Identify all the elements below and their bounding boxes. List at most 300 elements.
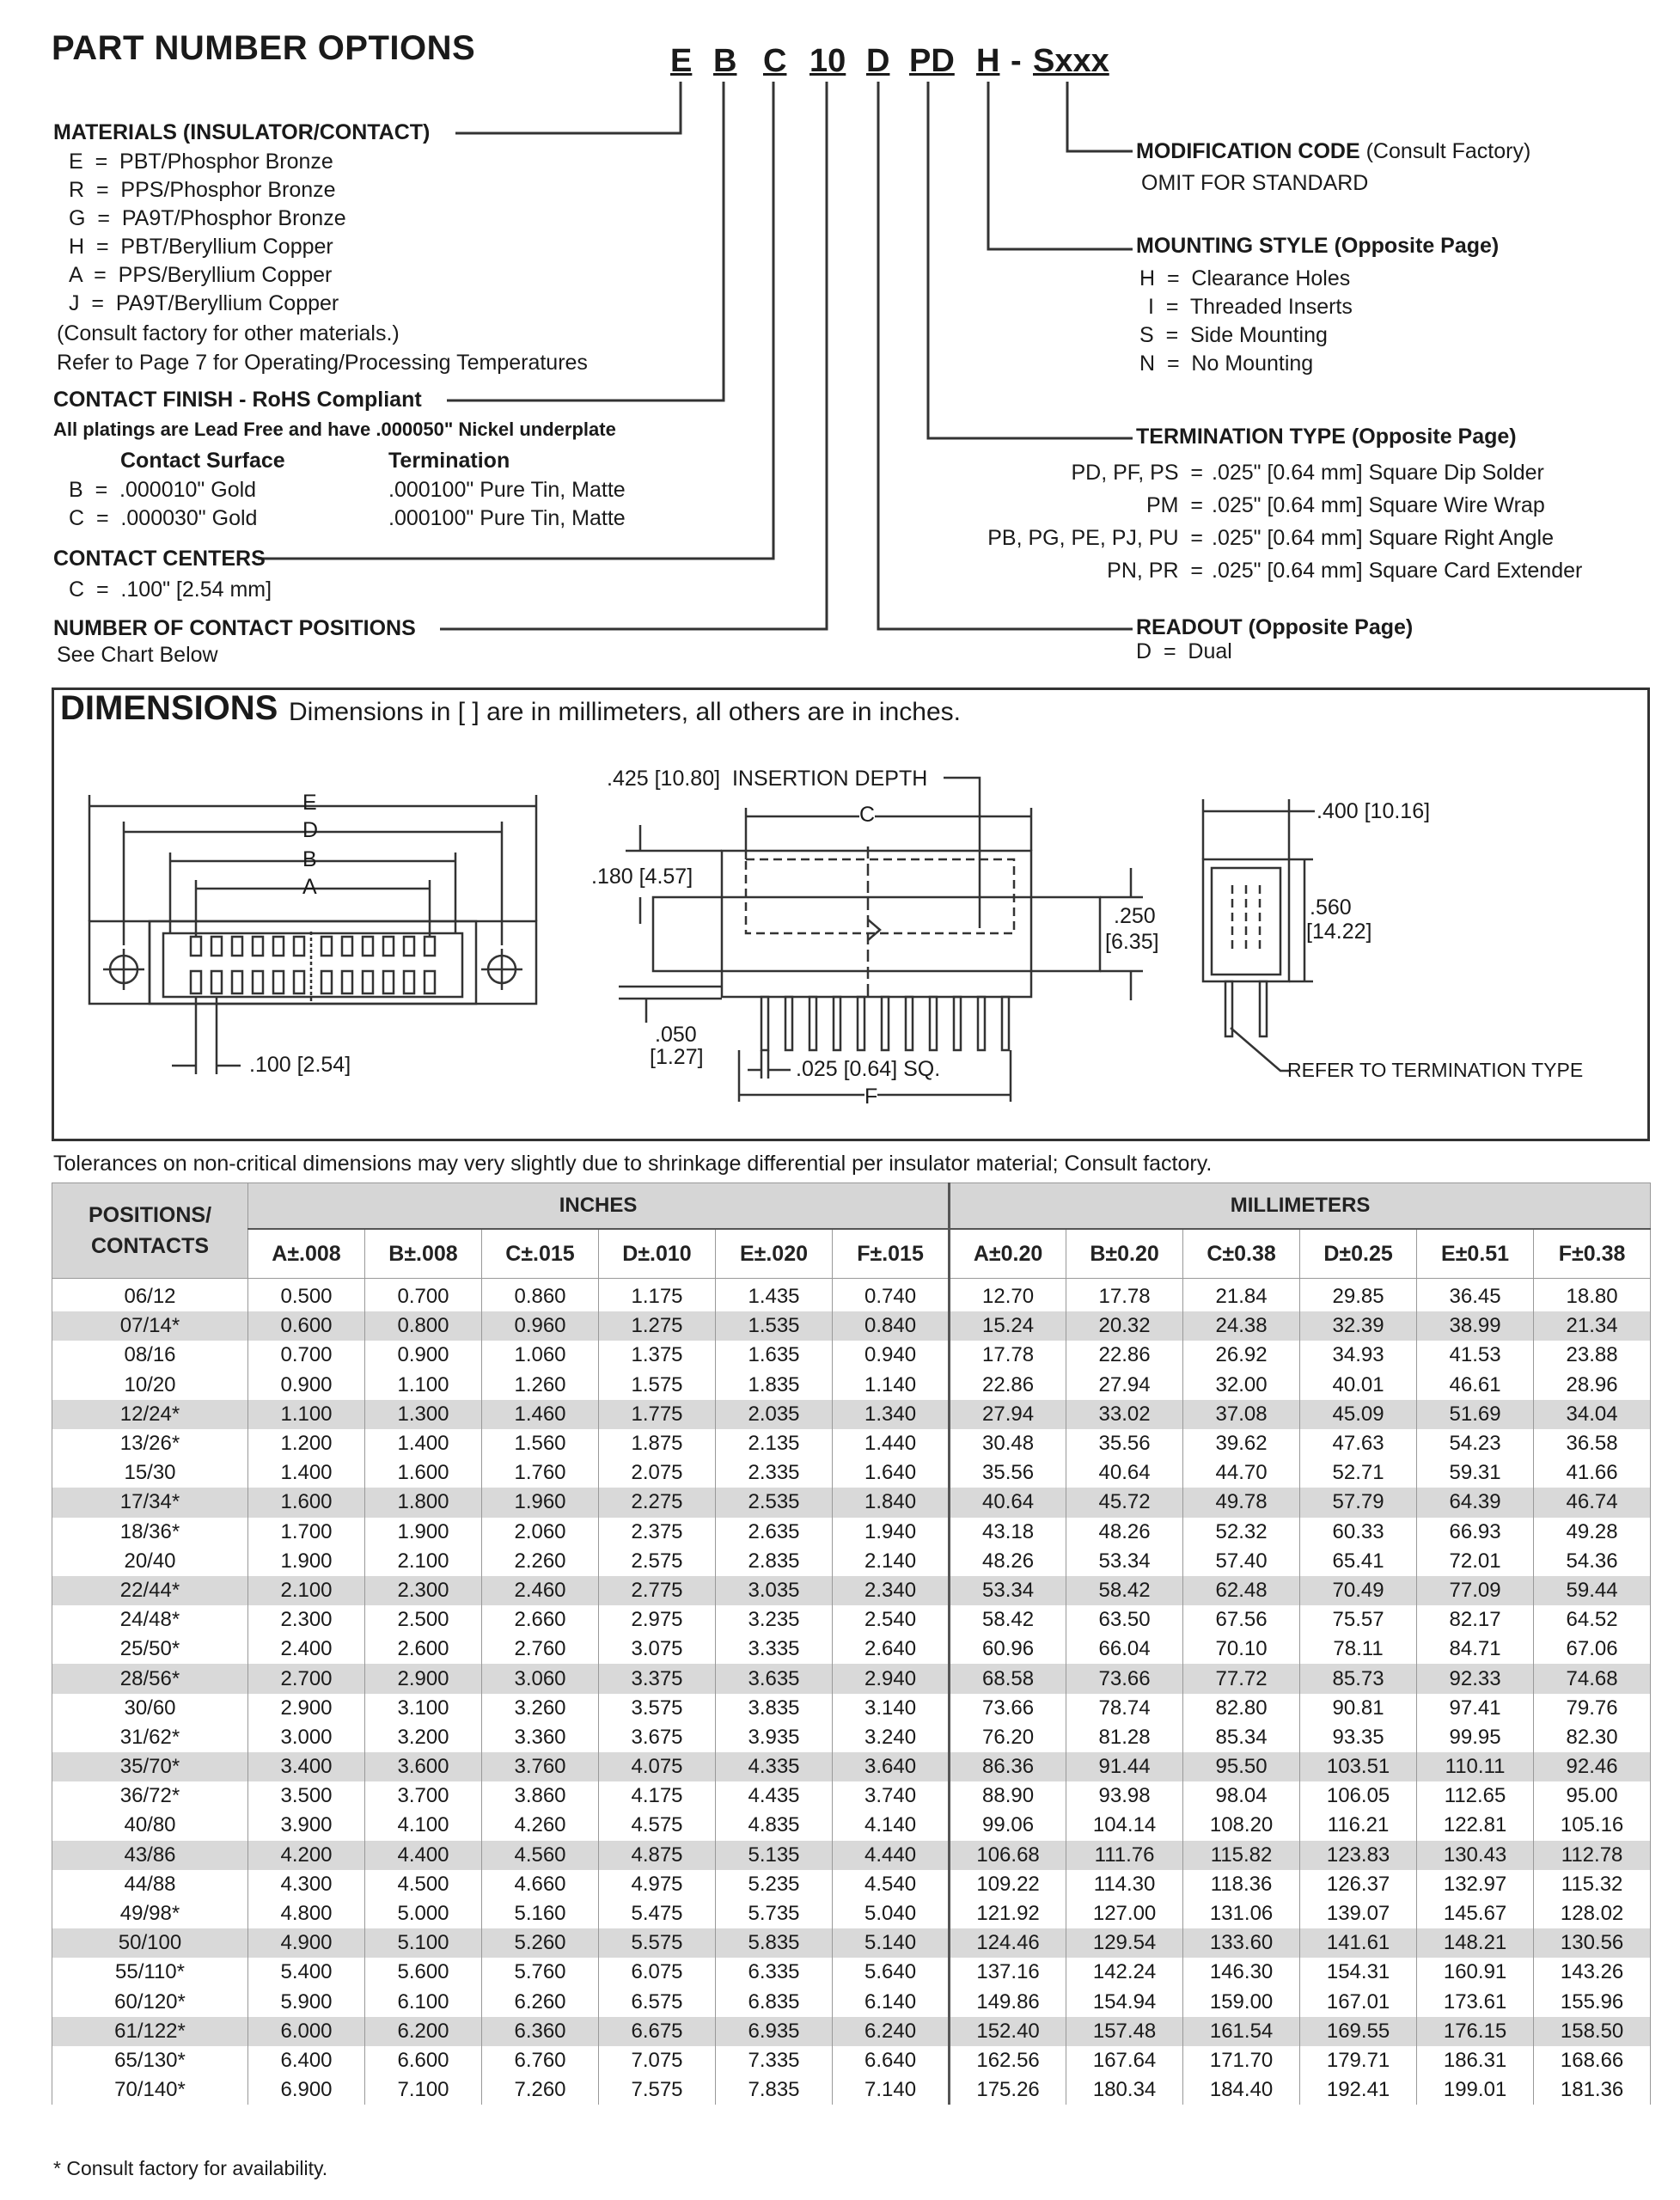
- inch-cell: 6.075: [599, 1958, 716, 1987]
- mm-cell: 158.50: [1534, 2017, 1651, 2046]
- pn-readout: D: [866, 43, 890, 79]
- mm-cell: 41.53: [1417, 1341, 1534, 1370]
- dim-label-refer: REFER TO TERMINATION TYPE: [1287, 1059, 1584, 1081]
- positions-cell: 25/50*: [52, 1635, 248, 1664]
- mm-cell: 157.48: [1066, 2017, 1183, 2046]
- inch-cell: 2.775: [599, 1576, 716, 1605]
- termination-note: (Opposite Page): [1351, 425, 1517, 449]
- termination-desc: .025" [0.64 mm] Square Wire Wrap: [1212, 493, 1545, 517]
- mm-cell: 104.14: [1066, 1811, 1183, 1840]
- mm-cell: 118.36: [1183, 1870, 1300, 1899]
- col-header-inch: C±.015: [482, 1229, 599, 1279]
- mounting-note: (Opposite Page): [1334, 234, 1500, 258]
- dim-label-560: .560: [1310, 895, 1352, 920]
- mm-cell: 37.08: [1183, 1400, 1300, 1429]
- inch-cell: 2.660: [482, 1605, 599, 1635]
- inch-cell: 5.235: [716, 1870, 833, 1899]
- inch-cell: 1.060: [482, 1341, 599, 1370]
- inch-cell: 1.840: [833, 1488, 950, 1517]
- materials-item: A = PPS/Beryllium Copper: [69, 263, 333, 287]
- positions-cell: 08/16: [52, 1341, 248, 1370]
- positions-header-line1: POSITIONS/: [88, 1203, 212, 1227]
- finish-term-c: .000100" Pure Tin, Matte: [388, 506, 626, 530]
- termination-desc: .025" [0.64 mm] Square Dip Solder: [1212, 461, 1544, 485]
- inch-cell: 2.460: [482, 1576, 599, 1605]
- table-row: [52, 1958, 1651, 1987]
- readout-value: D = Dual: [1136, 639, 1232, 663]
- positions-cell: 35/70*: [52, 1752, 248, 1781]
- dim-label-insertion: .425 [10.80] INSERTION DEPTH: [607, 767, 928, 791]
- mm-cell: 175.26: [950, 2075, 1066, 2105]
- table-row: [52, 1664, 1651, 1693]
- mm-cell: 27.94: [1066, 1371, 1183, 1400]
- mm-cell: 23.88: [1534, 1341, 1651, 1370]
- inch-cell: 0.740: [833, 1279, 950, 1312]
- inch-cell: 4.075: [599, 1752, 716, 1781]
- mm-cell: 43.18: [950, 1518, 1066, 1547]
- inch-cell: 2.340: [833, 1576, 950, 1605]
- mm-cell: 60.33: [1300, 1518, 1417, 1547]
- table-row: [52, 1547, 1651, 1576]
- mm-cell: 32.39: [1300, 1311, 1417, 1341]
- dimensions-subtitle: Dimensions in [ ] are in millimeters, all others are in inches.: [289, 698, 961, 726]
- positions-cell: 65/130*: [52, 2046, 248, 2075]
- table-row: [52, 1371, 1651, 1400]
- mm-cell: 60.96: [950, 1635, 1066, 1664]
- termination-desc: .025" [0.64 mm] Square Right Angle: [1212, 526, 1554, 550]
- inch-cell: 4.440: [833, 1841, 950, 1870]
- inch-cell: 5.040: [833, 1899, 950, 1928]
- mm-cell: 81.28: [1066, 1723, 1183, 1752]
- inch-cell: 1.400: [248, 1458, 365, 1488]
- mm-cell: 41.66: [1534, 1458, 1651, 1488]
- pn-positions: 10: [809, 43, 846, 79]
- mm-cell: 171.70: [1183, 2046, 1300, 2075]
- mm-cell: 93.98: [1066, 1781, 1183, 1811]
- mm-cell: 84.71: [1417, 1635, 1534, 1664]
- mm-cell: 74.68: [1534, 1664, 1651, 1693]
- mm-cell: 58.42: [1066, 1576, 1183, 1605]
- table-row: [52, 2017, 1651, 2046]
- mm-cell: 167.64: [1066, 2046, 1183, 2075]
- mm-cell: 162.56: [950, 2046, 1066, 2075]
- materials-heading: MATERIALS (INSULATOR/CONTACT): [53, 120, 431, 144]
- positions-cell: 40/80: [52, 1811, 248, 1840]
- inch-cell: 6.400: [248, 2046, 365, 2075]
- inch-cell: 1.100: [248, 1400, 365, 1429]
- table-row: [52, 1429, 1651, 1458]
- mm-cell: 141.61: [1300, 1928, 1417, 1958]
- inch-cell: 7.835: [716, 2075, 833, 2105]
- col-header-mm: F±0.38: [1534, 1229, 1651, 1279]
- inch-cell: 3.000: [248, 1723, 365, 1752]
- positions-cell: 43/86: [52, 1841, 248, 1870]
- inch-cell: 4.975: [599, 1870, 716, 1899]
- inch-cell: 1.175: [599, 1279, 716, 1312]
- table-row: [52, 1458, 1651, 1488]
- mm-cell: 32.00: [1183, 1371, 1300, 1400]
- inch-cell: 5.160: [482, 1899, 599, 1928]
- mm-cell: 86.36: [950, 1752, 1066, 1781]
- positions-cell: 18/36*: [52, 1518, 248, 1547]
- mm-cell: 179.71: [1300, 2046, 1417, 2075]
- inch-cell: 2.100: [365, 1547, 482, 1576]
- inch-cell: 4.400: [365, 1841, 482, 1870]
- mm-cell: 15.24: [950, 1311, 1066, 1341]
- col-header-mm: D±0.25: [1300, 1229, 1417, 1279]
- inch-cell: 1.635: [716, 1341, 833, 1370]
- inch-cell: 4.660: [482, 1870, 599, 1899]
- inches-group-header: INCHES: [248, 1183, 950, 1230]
- inch-cell: 1.560: [482, 1429, 599, 1458]
- materials-item: R = PPS/Phosphor Bronze: [69, 178, 336, 202]
- positions-cell: 61/122*: [52, 2017, 248, 2046]
- inch-cell: 0.700: [248, 1341, 365, 1370]
- inch-cell: 3.640: [833, 1752, 950, 1781]
- inch-cell: 1.400: [365, 1429, 482, 1458]
- inch-cell: 4.835: [716, 1811, 833, 1840]
- inch-cell: 6.900: [248, 2075, 365, 2105]
- mm-cell: 52.71: [1300, 1458, 1417, 1488]
- mm-cell: 21.84: [1183, 1279, 1300, 1312]
- mm-cell: 112.78: [1534, 1841, 1651, 1870]
- inch-cell: 5.900: [248, 1988, 365, 2017]
- positions-cell: 31/62*: [52, 1723, 248, 1752]
- inch-cell: 2.640: [833, 1635, 950, 1664]
- mm-cell: 132.97: [1417, 1870, 1534, 1899]
- materials-temp-note: Refer to Page 7 for Operating/Processing Temperatures: [57, 351, 588, 375]
- inch-cell: 0.500: [248, 1279, 365, 1312]
- inch-cell: 0.940: [833, 1341, 950, 1370]
- mm-cell: 192.41: [1300, 2075, 1417, 2105]
- end-view-drawing: [1203, 799, 1315, 1071]
- mm-cell: 49.78: [1183, 1488, 1300, 1517]
- mm-cell: 79.76: [1534, 1694, 1651, 1723]
- inch-cell: 1.800: [365, 1488, 482, 1517]
- positions-header: [52, 1183, 248, 1279]
- table-row: [52, 1723, 1651, 1752]
- positions-cell: 20/40: [52, 1547, 248, 1576]
- inch-cell: 2.600: [365, 1635, 482, 1664]
- mm-cell: 110.11: [1417, 1752, 1534, 1781]
- mm-cell: 70.49: [1300, 1576, 1417, 1605]
- pn-dash: -: [1011, 43, 1022, 79]
- inch-cell: 1.100: [365, 1371, 482, 1400]
- mm-cell: 35.56: [1066, 1429, 1183, 1458]
- footnote: * Consult factory for availability.: [53, 2157, 328, 2179]
- inch-cell: 1.260: [482, 1371, 599, 1400]
- inch-cell: 6.100: [365, 1988, 482, 2017]
- inch-cell: 3.260: [482, 1694, 599, 1723]
- mm-cell: 155.96: [1534, 1988, 1651, 2017]
- mm-cell: 112.65: [1417, 1781, 1534, 1811]
- pn-centers: C: [763, 43, 787, 79]
- inch-cell: 4.875: [599, 1841, 716, 1870]
- inch-cell: 5.760: [482, 1958, 599, 1987]
- inch-cell: 2.700: [248, 1664, 365, 1693]
- inch-cell: 2.760: [482, 1635, 599, 1664]
- dim-label-e: E: [302, 791, 317, 815]
- inch-cell: 1.575: [599, 1371, 716, 1400]
- mm-cell: 106.05: [1300, 1781, 1417, 1811]
- mm-cell: 180.34: [1066, 2075, 1183, 2105]
- mm-cell: 108.20: [1183, 1811, 1300, 1840]
- dim-label-a: A: [302, 875, 317, 899]
- mm-cell: 121.92: [950, 1899, 1066, 1928]
- mm-cell: 64.52: [1534, 1605, 1651, 1635]
- mm-cell: 59.44: [1534, 1576, 1651, 1605]
- mm-cell: 184.40: [1183, 2075, 1300, 2105]
- mm-cell: 54.23: [1417, 1429, 1534, 1458]
- inch-cell: 2.060: [482, 1518, 599, 1547]
- inch-cell: 3.075: [599, 1635, 716, 1664]
- mm-cell: 103.51: [1300, 1752, 1417, 1781]
- inch-cell: 3.740: [833, 1781, 950, 1811]
- mm-cell: 45.09: [1300, 1400, 1417, 1429]
- mm-cell: 95.00: [1534, 1781, 1651, 1811]
- mm-cell: 168.66: [1534, 2046, 1651, 2075]
- inch-cell: 1.440: [833, 1429, 950, 1458]
- inch-cell: 6.335: [716, 1958, 833, 1987]
- inch-cell: 2.335: [716, 1458, 833, 1488]
- table-row: [52, 2046, 1651, 2075]
- inch-cell: 3.675: [599, 1723, 716, 1752]
- finish-code-c: C = .000030" Gold: [69, 506, 258, 530]
- mm-cell: 115.82: [1183, 1841, 1300, 1870]
- mm-cell: 34.93: [1300, 1341, 1417, 1370]
- mm-cell: 66.04: [1066, 1635, 1183, 1664]
- pn-modification: Sxxx: [1033, 43, 1109, 79]
- mm-cell: 62.48: [1183, 1576, 1300, 1605]
- mm-cell: 130.43: [1417, 1841, 1534, 1870]
- mm-cell: 34.04: [1534, 1400, 1651, 1429]
- inch-cell: 4.900: [248, 1928, 365, 1958]
- pn-termination: PD: [909, 43, 955, 79]
- mm-cell: 152.40: [950, 2017, 1066, 2046]
- dimensions-title: DIMENSIONS: [60, 689, 278, 727]
- inch-cell: 1.200: [248, 1429, 365, 1458]
- inch-cell: 1.640: [833, 1458, 950, 1488]
- mm-cell: 52.32: [1183, 1518, 1300, 1547]
- mm-cell: 169.55: [1300, 2017, 1417, 2046]
- mm-cell: 57.79: [1300, 1488, 1417, 1517]
- table-row: [52, 1811, 1651, 1840]
- mm-cell: 67.56: [1183, 1605, 1300, 1635]
- inch-cell: 5.835: [716, 1928, 833, 1958]
- inch-cell: 7.140: [833, 2075, 950, 2105]
- inch-cell: 1.960: [482, 1488, 599, 1517]
- termination-codes: PD, PF, PS =: [1071, 461, 1203, 485]
- inch-cell: 3.060: [482, 1664, 599, 1693]
- inch-cell: 4.260: [482, 1811, 599, 1840]
- inch-cell: 0.600: [248, 1311, 365, 1341]
- mm-cell: 97.41: [1417, 1694, 1534, 1723]
- inch-cell: 2.900: [365, 1664, 482, 1693]
- mm-cell: 109.22: [950, 1870, 1066, 1899]
- col-header-mm: C±0.38: [1183, 1229, 1300, 1279]
- termination-codes: PM =: [1146, 493, 1203, 517]
- inch-cell: 1.700: [248, 1518, 365, 1547]
- positions-cell: 15/30: [52, 1458, 248, 1488]
- inch-cell: 3.100: [365, 1694, 482, 1723]
- inch-cell: 2.075: [599, 1458, 716, 1488]
- mm-cell: 77.72: [1183, 1664, 1300, 1693]
- inch-cell: 6.000: [248, 2017, 365, 2046]
- inch-cell: 2.900: [248, 1694, 365, 1723]
- mm-cell: 85.34: [1183, 1723, 1300, 1752]
- mm-cell: 68.58: [950, 1664, 1066, 1693]
- inch-cell: 3.575: [599, 1694, 716, 1723]
- inch-cell: 3.600: [365, 1752, 482, 1781]
- inch-cell: 1.875: [599, 1429, 716, 1458]
- positions-cell: 22/44*: [52, 1576, 248, 1605]
- col-header-mm: A±0.20: [950, 1229, 1066, 1279]
- mm-cell: 64.39: [1417, 1488, 1534, 1517]
- contact-finish-subheading: All platings are Lead Free and have .000050" Nickel underplate: [53, 419, 616, 440]
- col-header-inch: E±.020: [716, 1229, 833, 1279]
- positions-cell: 70/140*: [52, 2075, 248, 2105]
- inch-cell: 1.340: [833, 1400, 950, 1429]
- mm-cell: 36.58: [1534, 1429, 1651, 1458]
- mm-cell: 99.06: [950, 1811, 1066, 1840]
- inch-cell: 1.775: [599, 1400, 716, 1429]
- inch-cell: 0.900: [365, 1341, 482, 1370]
- mounting-item: N = No Mounting: [1139, 351, 1314, 376]
- mm-cell: 30.48: [950, 1429, 1066, 1458]
- mounting-title: MOUNTING STYLE: [1136, 234, 1329, 258]
- mm-cell: 115.32: [1534, 1870, 1651, 1899]
- mm-cell: 47.63: [1300, 1429, 1417, 1458]
- inch-cell: 1.600: [365, 1458, 482, 1488]
- inch-cell: 6.675: [599, 2017, 716, 2046]
- mm-cell: 26.92: [1183, 1341, 1300, 1370]
- inch-cell: 2.135: [716, 1429, 833, 1458]
- mm-cell: 123.83: [1300, 1841, 1417, 1870]
- mm-cell: 29.85: [1300, 1279, 1417, 1312]
- dim-label-1422: [14.22]: [1306, 920, 1372, 944]
- mm-cell: 20.32: [1066, 1311, 1183, 1341]
- mm-cell: 22.86: [1066, 1341, 1183, 1370]
- mm-cell: 59.31: [1417, 1458, 1534, 1488]
- inch-cell: 7.260: [482, 2075, 599, 2105]
- inch-cell: 2.940: [833, 1664, 950, 1693]
- mm-cell: 76.20: [950, 1723, 1066, 1752]
- dim-label-c: C: [859, 803, 876, 827]
- mm-cell: 46.61: [1417, 1371, 1534, 1400]
- inch-cell: 5.135: [716, 1841, 833, 1870]
- table-row: [52, 1928, 1651, 1958]
- table-row: [52, 1694, 1651, 1723]
- inch-cell: 6.200: [365, 2017, 482, 2046]
- mm-cell: 148.21: [1417, 1928, 1534, 1958]
- termination-desc: .025" [0.64 mm] Square Card Extender: [1212, 559, 1583, 583]
- inch-cell: 3.360: [482, 1723, 599, 1752]
- table-row: [52, 1605, 1651, 1635]
- mm-cell: 75.57: [1300, 1605, 1417, 1635]
- dim-label-400: .400 [10.16]: [1317, 799, 1431, 823]
- inch-cell: 4.500: [365, 1870, 482, 1899]
- mm-cell: 199.01: [1417, 2075, 1534, 2105]
- contact-centers-value: C = .100" [2.54 mm]: [69, 578, 272, 602]
- positions-cell: 07/14*: [52, 1311, 248, 1341]
- positions-cell: 10/20: [52, 1371, 248, 1400]
- positions-cell: 60/120*: [52, 1988, 248, 2017]
- mm-cell: 57.40: [1183, 1547, 1300, 1576]
- table-row: [52, 1341, 1651, 1370]
- pin-row: [761, 997, 1009, 1050]
- table-row: [52, 1488, 1651, 1517]
- positions-cell: 44/88: [52, 1870, 248, 1899]
- mm-cell: 17.78: [1066, 1279, 1183, 1312]
- materials-item: H = PBT/Beryllium Copper: [69, 235, 333, 259]
- dim-label-d: D: [302, 818, 319, 842]
- mm-cell: 124.46: [950, 1928, 1066, 1958]
- mm-cell: 92.46: [1534, 1752, 1651, 1781]
- mm-cell: 137.16: [950, 1958, 1066, 1987]
- inch-cell: 7.335: [716, 2046, 833, 2075]
- mm-cell: 54.36: [1534, 1547, 1651, 1576]
- mm-cell: 143.26: [1534, 1958, 1651, 1987]
- table-row: [52, 1635, 1651, 1664]
- inch-cell: 0.900: [248, 1371, 365, 1400]
- materials-item: J = PA9T/Beryllium Copper: [69, 291, 339, 315]
- mm-cell: 111.76: [1066, 1841, 1183, 1870]
- mm-cell: 38.99: [1417, 1311, 1534, 1341]
- positions-cell: 12/24*: [52, 1400, 248, 1429]
- dim-label-pin: .025 [0.64] SQ.: [796, 1057, 941, 1081]
- inch-cell: 1.300: [365, 1400, 482, 1429]
- inch-cell: 4.540: [833, 1870, 950, 1899]
- inch-cell: 3.140: [833, 1694, 950, 1723]
- mm-cell: 39.62: [1183, 1429, 1300, 1458]
- inch-cell: 2.575: [599, 1547, 716, 1576]
- inch-cell: 4.175: [599, 1781, 716, 1811]
- mm-cell: 22.86: [950, 1371, 1066, 1400]
- mm-cell: 49.28: [1534, 1518, 1651, 1547]
- mm-cell: 122.81: [1417, 1811, 1534, 1840]
- inch-cell: 4.140: [833, 1811, 950, 1840]
- contact-row-top: [191, 937, 435, 956]
- inch-cell: 4.560: [482, 1841, 599, 1870]
- inch-cell: 3.200: [365, 1723, 482, 1752]
- inch-cell: 1.375: [599, 1341, 716, 1370]
- pn-finish: B: [713, 43, 737, 79]
- positions-cell: 49/98*: [52, 1899, 248, 1928]
- mm-cell: 93.35: [1300, 1723, 1417, 1752]
- materials-note: (Consult factory for other materials.): [57, 321, 400, 345]
- mm-cell: 105.16: [1534, 1811, 1651, 1840]
- inch-cell: 1.900: [365, 1518, 482, 1547]
- readout-title: READOUT: [1136, 615, 1243, 639]
- table-row: [52, 1988, 1651, 2017]
- table-row: [52, 1311, 1651, 1341]
- inch-cell: 4.200: [248, 1841, 365, 1870]
- table-row: [52, 1899, 1651, 1928]
- table-row: [52, 1518, 1651, 1547]
- inch-cell: 2.535: [716, 1488, 833, 1517]
- inch-cell: 2.035: [716, 1400, 833, 1429]
- mm-cell: 133.60: [1183, 1928, 1300, 1958]
- mm-cell: 154.31: [1300, 1958, 1417, 1987]
- mm-cell: 130.56: [1534, 1928, 1651, 1958]
- mm-cell: 82.80: [1183, 1694, 1300, 1723]
- dim-label-pitch: .100 [2.54]: [249, 1053, 351, 1077]
- mm-cell: 36.45: [1417, 1279, 1534, 1312]
- page-title: PART NUMBER OPTIONS: [52, 29, 476, 67]
- table-row: [52, 1841, 1651, 1870]
- mm-cell: 146.30: [1183, 1958, 1300, 1987]
- inch-cell: 3.835: [716, 1694, 833, 1723]
